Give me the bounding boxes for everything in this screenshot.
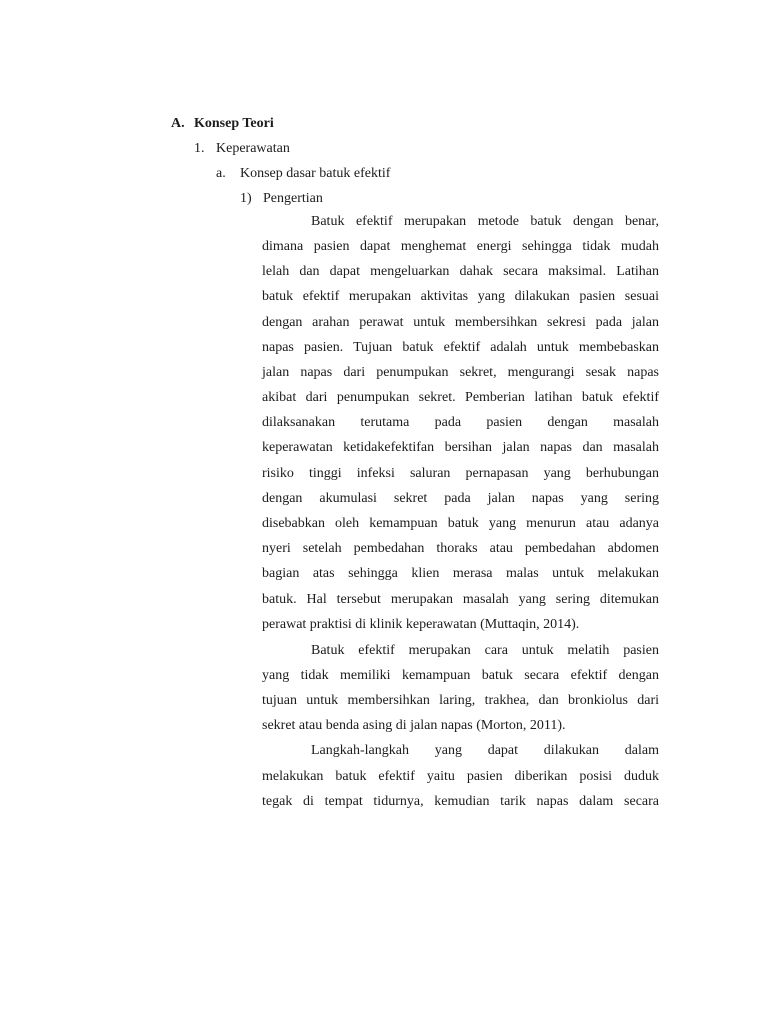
paragraph-line: Langkah-langkah yang dapat dilakukan dalam — [311, 743, 659, 758]
paragraph-line: dimana pasien dapat menghemat energi sehingga tidak mudah — [262, 239, 659, 254]
paragraph-line: dengan arahan perawat untuk membersihkan sekresi pada jalan — [262, 315, 659, 330]
paragraph-line: melakukan batuk efektif yaitu pasien diberikan posisi duduk — [262, 769, 659, 784]
subheading-pengertian: Pengertian — [263, 191, 323, 206]
subheading-keperawatan: Keperawatan — [216, 141, 290, 156]
paragraph-line: perawat praktisi di klinik keperawatan (Muttaqin, 2014). — [262, 617, 580, 632]
heading-marker: A. — [171, 116, 185, 131]
paragraph-line: nyeri setelah pembedahan thoraks atau pembedahan abdomen — [262, 541, 659, 556]
paragraph-line: bagian atas sehingga klien merasa malas untuk melakukan — [262, 566, 659, 581]
paragraph-line: Batuk efektif merupakan metode batuk dengan benar, — [311, 214, 659, 229]
paragraph-line: akibat dari penumpukan sekret. Pemberian latihan batuk efektif — [262, 390, 659, 405]
paragraph-line: yang tidak memiliki kemampuan batuk secara efektif dengan — [262, 668, 659, 683]
subheading-konsep-dasar: Konsep dasar batuk efektif — [240, 166, 391, 181]
paragraph-line: keperawatan ketidakefektifan bersihan jalan napas dan masalah — [262, 440, 659, 455]
paragraph-line: risiko tinggi infeksi saluran pernapasan yang berhubungan — [262, 466, 659, 481]
paragraph-line: lelah dan dapat mengeluarkan dahak secara maksimal. Latihan — [262, 264, 659, 279]
list-marker-level1: 1. — [194, 141, 205, 156]
paragraph-line: tegak di tempat tidurnya, kemudian tarik napas dalam secara — [262, 794, 659, 809]
paragraph-line: tujuan untuk membersihkan laring, trakhea, dan bronkiolus dari — [262, 693, 659, 708]
paragraph-line: Batuk efektif merupakan cara untuk melatih pasien — [311, 643, 659, 658]
paragraph-line: napas pasien. Tujuan batuk efektif adalah untuk membebaskan — [262, 340, 659, 355]
paragraph-line: dilaksanakan terutama pada pasien dengan masalah — [262, 415, 659, 430]
section-heading: Konsep Teori — [194, 116, 274, 131]
paragraph-line: batuk. Hal tersebut merupakan masalah yang sering ditemukan — [262, 592, 659, 607]
paragraph-line: batuk efektif merupakan aktivitas yang dilakukan pasien sesuai — [262, 289, 659, 304]
paragraph-line: jalan napas dari penumpukan sekret, mengurangi sesak napas — [262, 365, 659, 380]
list-marker-level3: 1) — [240, 191, 252, 206]
list-marker-level2: a. — [216, 166, 226, 181]
paragraph-line: sekret atau benda asing di jalan napas (Morton, 2011). — [262, 718, 566, 733]
paragraph-line: disebabkan oleh kemampuan batuk yang menurun atau adanya — [262, 516, 659, 531]
paragraph-line: dengan akumulasi sekret pada jalan napas yang sering — [262, 491, 659, 506]
